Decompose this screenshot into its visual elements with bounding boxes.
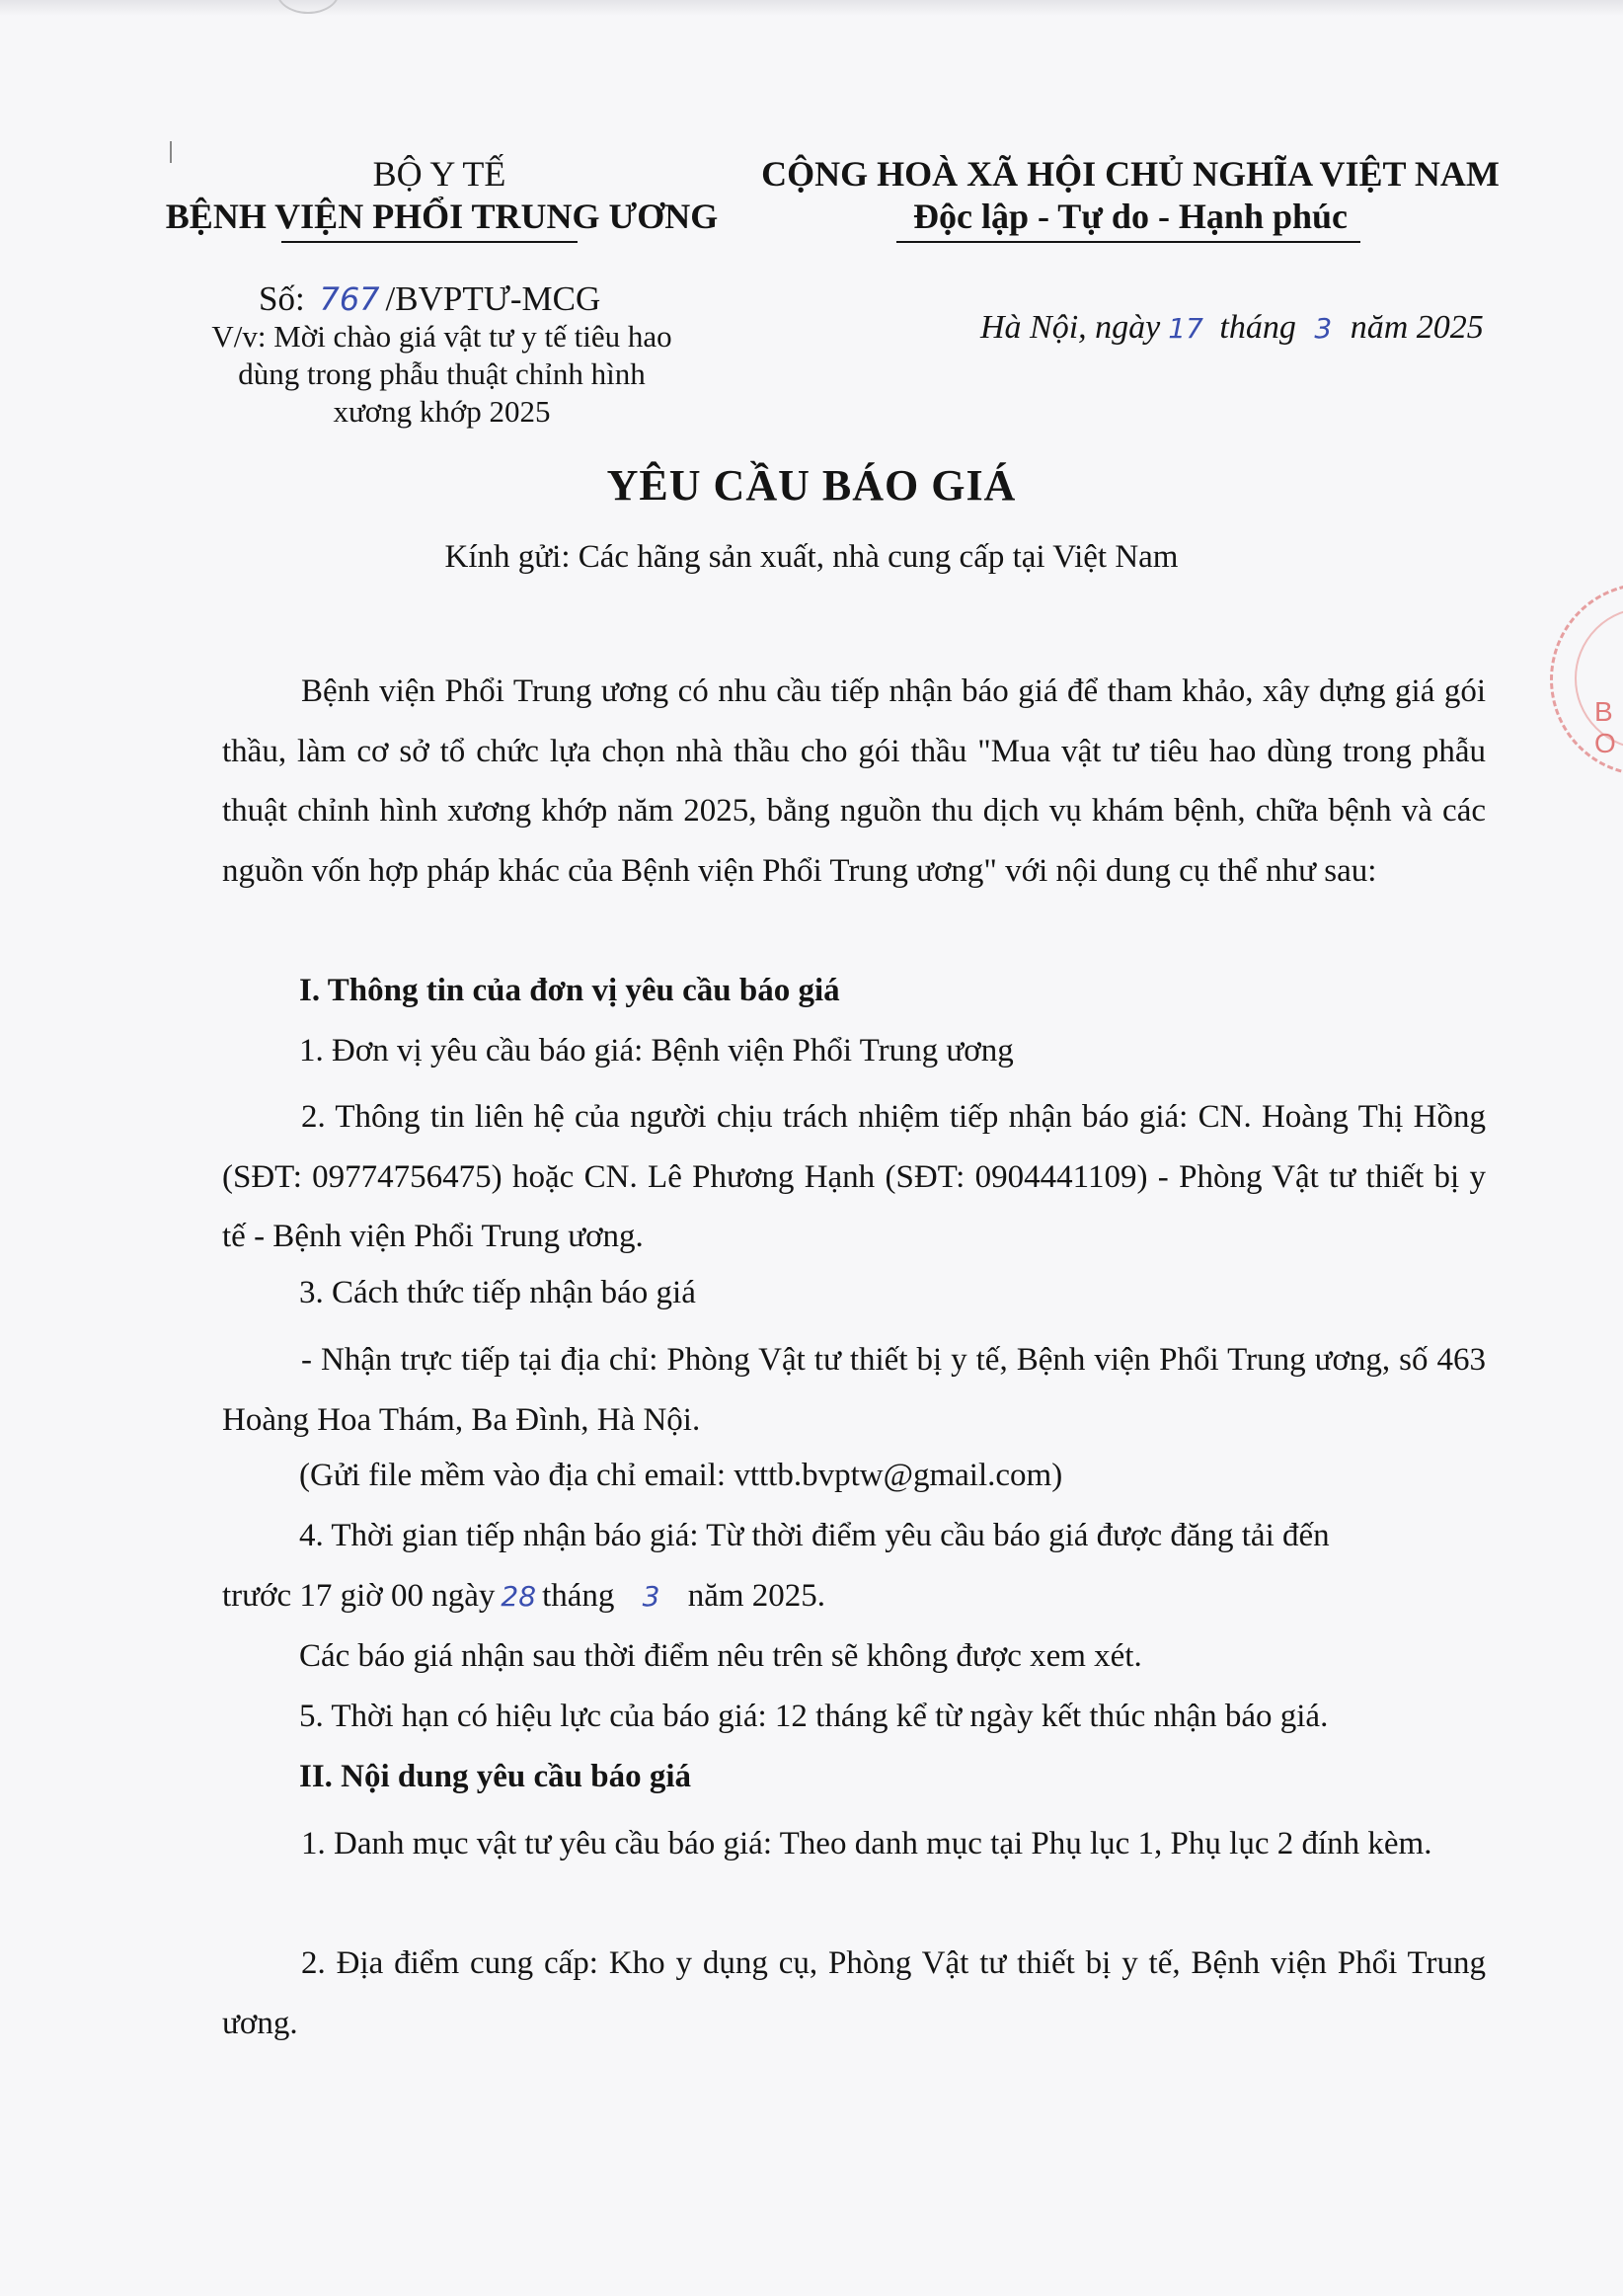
section-2-item-1: 1. Danh mục vật tư yêu cầu báo giá: Theo danh mục tại Phụ lục 1, Phụ lục 2 đính kèm. (301, 1826, 1432, 1861)
country-name: CỘNG HOÀ XÃ HỘI CHỦ NGHĨA VIỆT NAM (761, 154, 1500, 194)
handwritten-day: 17 (1168, 312, 1203, 345)
date-prefix: Hà Nội, ngày (980, 309, 1161, 346)
section-1-item-5: 5. Thời hạn có hiệu lực của báo giá: 12 tháng kể từ ngày kết thúc nhận báo giá. (299, 1699, 1329, 1734)
date-year: năm 2025 (1350, 309, 1484, 346)
handwritten-deadline-day: 28 (501, 1580, 537, 1613)
handwritten-number: 767 (319, 280, 380, 318)
subject-line-3: xương khớp 2025 (333, 394, 551, 429)
date-line (980, 309, 1484, 347)
handwritten-deadline-month: 3 (642, 1580, 660, 1613)
document-title: YÊU CẦU BÁO GIÁ (606, 461, 1017, 510)
deadline-prefix: trước 17 giờ 00 ngày (222, 1578, 496, 1614)
section-1-item-4-note: Các báo giá nhận sau thời điểm nêu trên sẽ không được xem xét. (299, 1638, 1142, 1674)
handwritten-month: 3 (1314, 312, 1333, 345)
section-1-item-3: 3. Cách thức tiếp nhận báo giá (299, 1275, 696, 1310)
subject-line-1: V/v: Mời chào giá vật tư y tế tiêu hao (211, 319, 672, 354)
subject-line-2: dùng trong phẫu thuật chỉnh hình (238, 356, 646, 391)
national-motto: Độc lập - Tự do - Hạnh phúc (912, 197, 1349, 236)
intro-paragraph: Bệnh viện Phổi Trung ương có nhu cầu tiếp nhận báo giá để tham khảo, xây dựng giá gói thầu, làm cơ sở tổ chức lựa chọn nhà thầu cho gói thầu "Mua vật tư tiêu hao dùng trong phẫu thuật chỉnh hình xương khớp năm 2025, bằng nguồn thu dịch vụ khám bệnh, chữa bệnh và các nguồn vốn hợp pháp khác của Bệnh viện Phổi Trung ương" với nội dung cụ thể như sau: (222, 673, 1486, 889)
recipient-line: Kính gửi: Các hãng sản xuất, nhà cung cấp tại Việt Nam (444, 539, 1179, 575)
section-1-heading: I. Thông tin của đơn vị yêu cầu báo giá (299, 973, 840, 1008)
page-top-edge (0, 0, 1623, 16)
scan-mark (170, 141, 172, 163)
section-1-item-3-direct: - Nhận trực tiếp tại địa chỉ: Phòng Vật tư thiết bị y tế, Bệnh viện Phổi Trung ương, số 463 Hoàng Hoa Thám, Ba Đình, Hà Nội. (222, 1342, 1486, 1438)
stamp-fragment-text: B O (1594, 696, 1616, 758)
section-1-item-4-line-1: 4. Thời gian tiếp nhận báo giá: Từ thời điểm yêu cầu báo giá được đăng tải đến (299, 1518, 1330, 1553)
deadline-year: năm 2025. (687, 1578, 826, 1614)
hospital-underline (281, 241, 578, 243)
subject-block (173, 318, 711, 431)
motto-underline (896, 241, 1360, 243)
deadline-month-label: tháng (542, 1578, 615, 1614)
section-1-item-3-email: (Gửi file mềm vào địa chỉ email: vtttb.bvptw@gmail.com) (299, 1458, 1063, 1493)
number-suffix: /BVPTƯ-MCG (385, 279, 601, 318)
section-1-item-2: 2. Thông tin liên hệ của người chịu trách nhiệm tiếp nhận báo giá: CN. Hoàng Thị Hồng (SĐT: 09774756475) hoặc CN. Lê Phương Hạnh (SĐT: 0904441109) - Phòng Vật tư thiết bị y tế - Bệnh viện Phổi Trung ương. (222, 1099, 1486, 1254)
date-month-label: tháng (1219, 309, 1296, 346)
section-2-item-2: 2. Địa điểm cung cấp: Kho y dụng cụ, Phòng Vật tư thiết bị y tế, Bệnh viện Phổi Trung ương. (222, 1945, 1486, 2041)
document-number (259, 279, 600, 319)
hospital-name: BỆNH VIỆN PHỔI TRUNG ƯƠNG (165, 197, 719, 236)
section-2-heading: II. Nội dung yêu cầu báo giá (299, 1759, 692, 1794)
section-1-item-4-deadline (222, 1578, 825, 1615)
section-1-item-1: 1. Đơn vị yêu cầu báo giá: Bệnh viện Phổi Trung ương (299, 1033, 1014, 1069)
number-label: Số: (259, 279, 305, 318)
ministry-name: BỘ Y TẾ (372, 154, 506, 194)
